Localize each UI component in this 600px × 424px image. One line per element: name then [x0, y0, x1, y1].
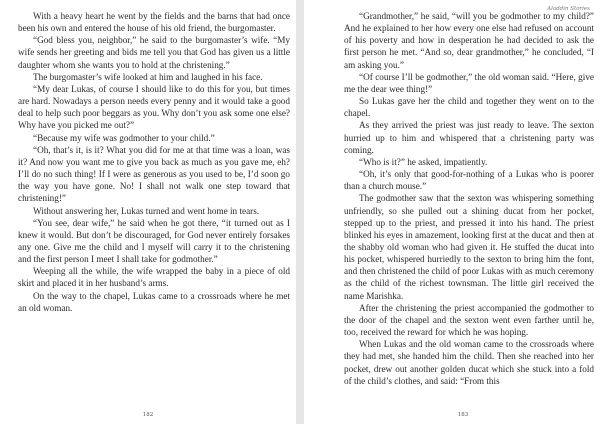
paragraph: On the way to the chapel, Lukas came to a crossroads where he met an old woman.	[18, 290, 290, 313]
right-page-text	[344, 10, 594, 387]
paragraph: “Who is it?” he asked, impatiently.	[359, 156, 488, 167]
left-page	[0, 0, 296, 424]
book-gutter	[296, 0, 304, 424]
paragraph: Without answering her, Lukas turned and went home in tears.	[33, 205, 260, 216]
paragraph: “God bless you, neighbor,” he said to the burgomaster’s wife. “My wife sends her greeting and bids me tell you that God has given us a little daughter whom she wants you to hold at the christening.”	[18, 35, 290, 70]
paragraph: After the christening the priest accompanied the godmother to the door of the chapel and the sexton went even farther until he, too, received the reward for which he was hoping.	[344, 302, 594, 338]
paragraph: “Oh, it’s only that good-for-nothing of a Lukas who is poorer than a church mouse.”	[344, 169, 594, 192]
paragraph: The burgomaster’s wife looked at him and laughed in his face.	[33, 71, 263, 82]
paragraph: When Lukas and the old woman came to the crossroads where they had met, she handed him the child. Then she reached into her pocket, drew out another golden ducat which she stuck into a fold of the child’s clothes, and said: “From this	[344, 339, 594, 386]
paragraph: So Lukas gave her the child and together they went on to the chapel.	[344, 96, 594, 119]
page-number: 183	[457, 412, 469, 418]
paragraph: “Of course I’ll be godmother,” the old woman said. “Here, give me the dear wee thing!”	[344, 71, 594, 94]
paragraph: “Grandmother,” he said, “will you be godmother to my child?” And he explained to her how every one else had refused on account of his poverty and how in desperation he had decided to ask the first person he met. “And so, dear grandmother,” he concluded, “I am asking you.”	[344, 11, 594, 70]
page-number: 182	[142, 412, 154, 418]
paragraph: “You see, dear wife,” he said when he got there, “it turned out as I knew it would. But don’t be discouraged, for God never entirely forsakes any one. Give me the child and I myself will carry it to the christening and the first person I meet I shall take for godmother.”	[18, 217, 290, 265]
left-page-text	[18, 10, 290, 314]
paragraph: “Oh, that’s it, is it? What you did for me at that time was a loan, was it? And now you want me to give you back as much as you gave me, eh? I’ll do no such thing! If I were as generous as you used to be, I’d soon go the way you have gone. No! I shall not walk one step toward that christening!”	[18, 144, 290, 204]
paragraph: The godmother saw that the sexton was whispering something unfriendly, so she pulled out a shining ducat from her pocket, stepped up to the priest, and pressed it into his hand. The priest blinked his eyes in amazement, looking first at the ducat and then at the shabby old woman who had given it. He stuffed the ducat into his pocket, whispered hurriedly to the sexton to bring him the font, and then christened the child of poor Lukas with as much ceremony as the child of the richest townsman. The little girl received the name Marishka.	[344, 193, 594, 301]
paragraph: “My dear Lukas, of course I should like to do this for you, but times are hard. Nowadays a person needs every penny and it would take a good deal to help such poor beggars as you. Why don’t you ask some one else? Why have you picked me out?”	[18, 83, 290, 131]
paragraph: “Because my wife was godmother to your child.”	[33, 132, 215, 143]
running-head: Aladdin Stories	[547, 6, 590, 12]
right-page	[304, 0, 600, 424]
paragraph: With a heavy heart he went by the fields and the barns that had once been his own and entered the house of his old friend, the burgomaster.	[18, 11, 290, 34]
paragraph: As they arrived the priest was just ready to leave. The sexton hurried up to him and whispered that a christening party was coming.	[344, 120, 594, 155]
paragraph: Weeping all the while, the wife wrapped the baby in a piece of old skirt and placed it in her husband’s arms.	[18, 266, 290, 289]
